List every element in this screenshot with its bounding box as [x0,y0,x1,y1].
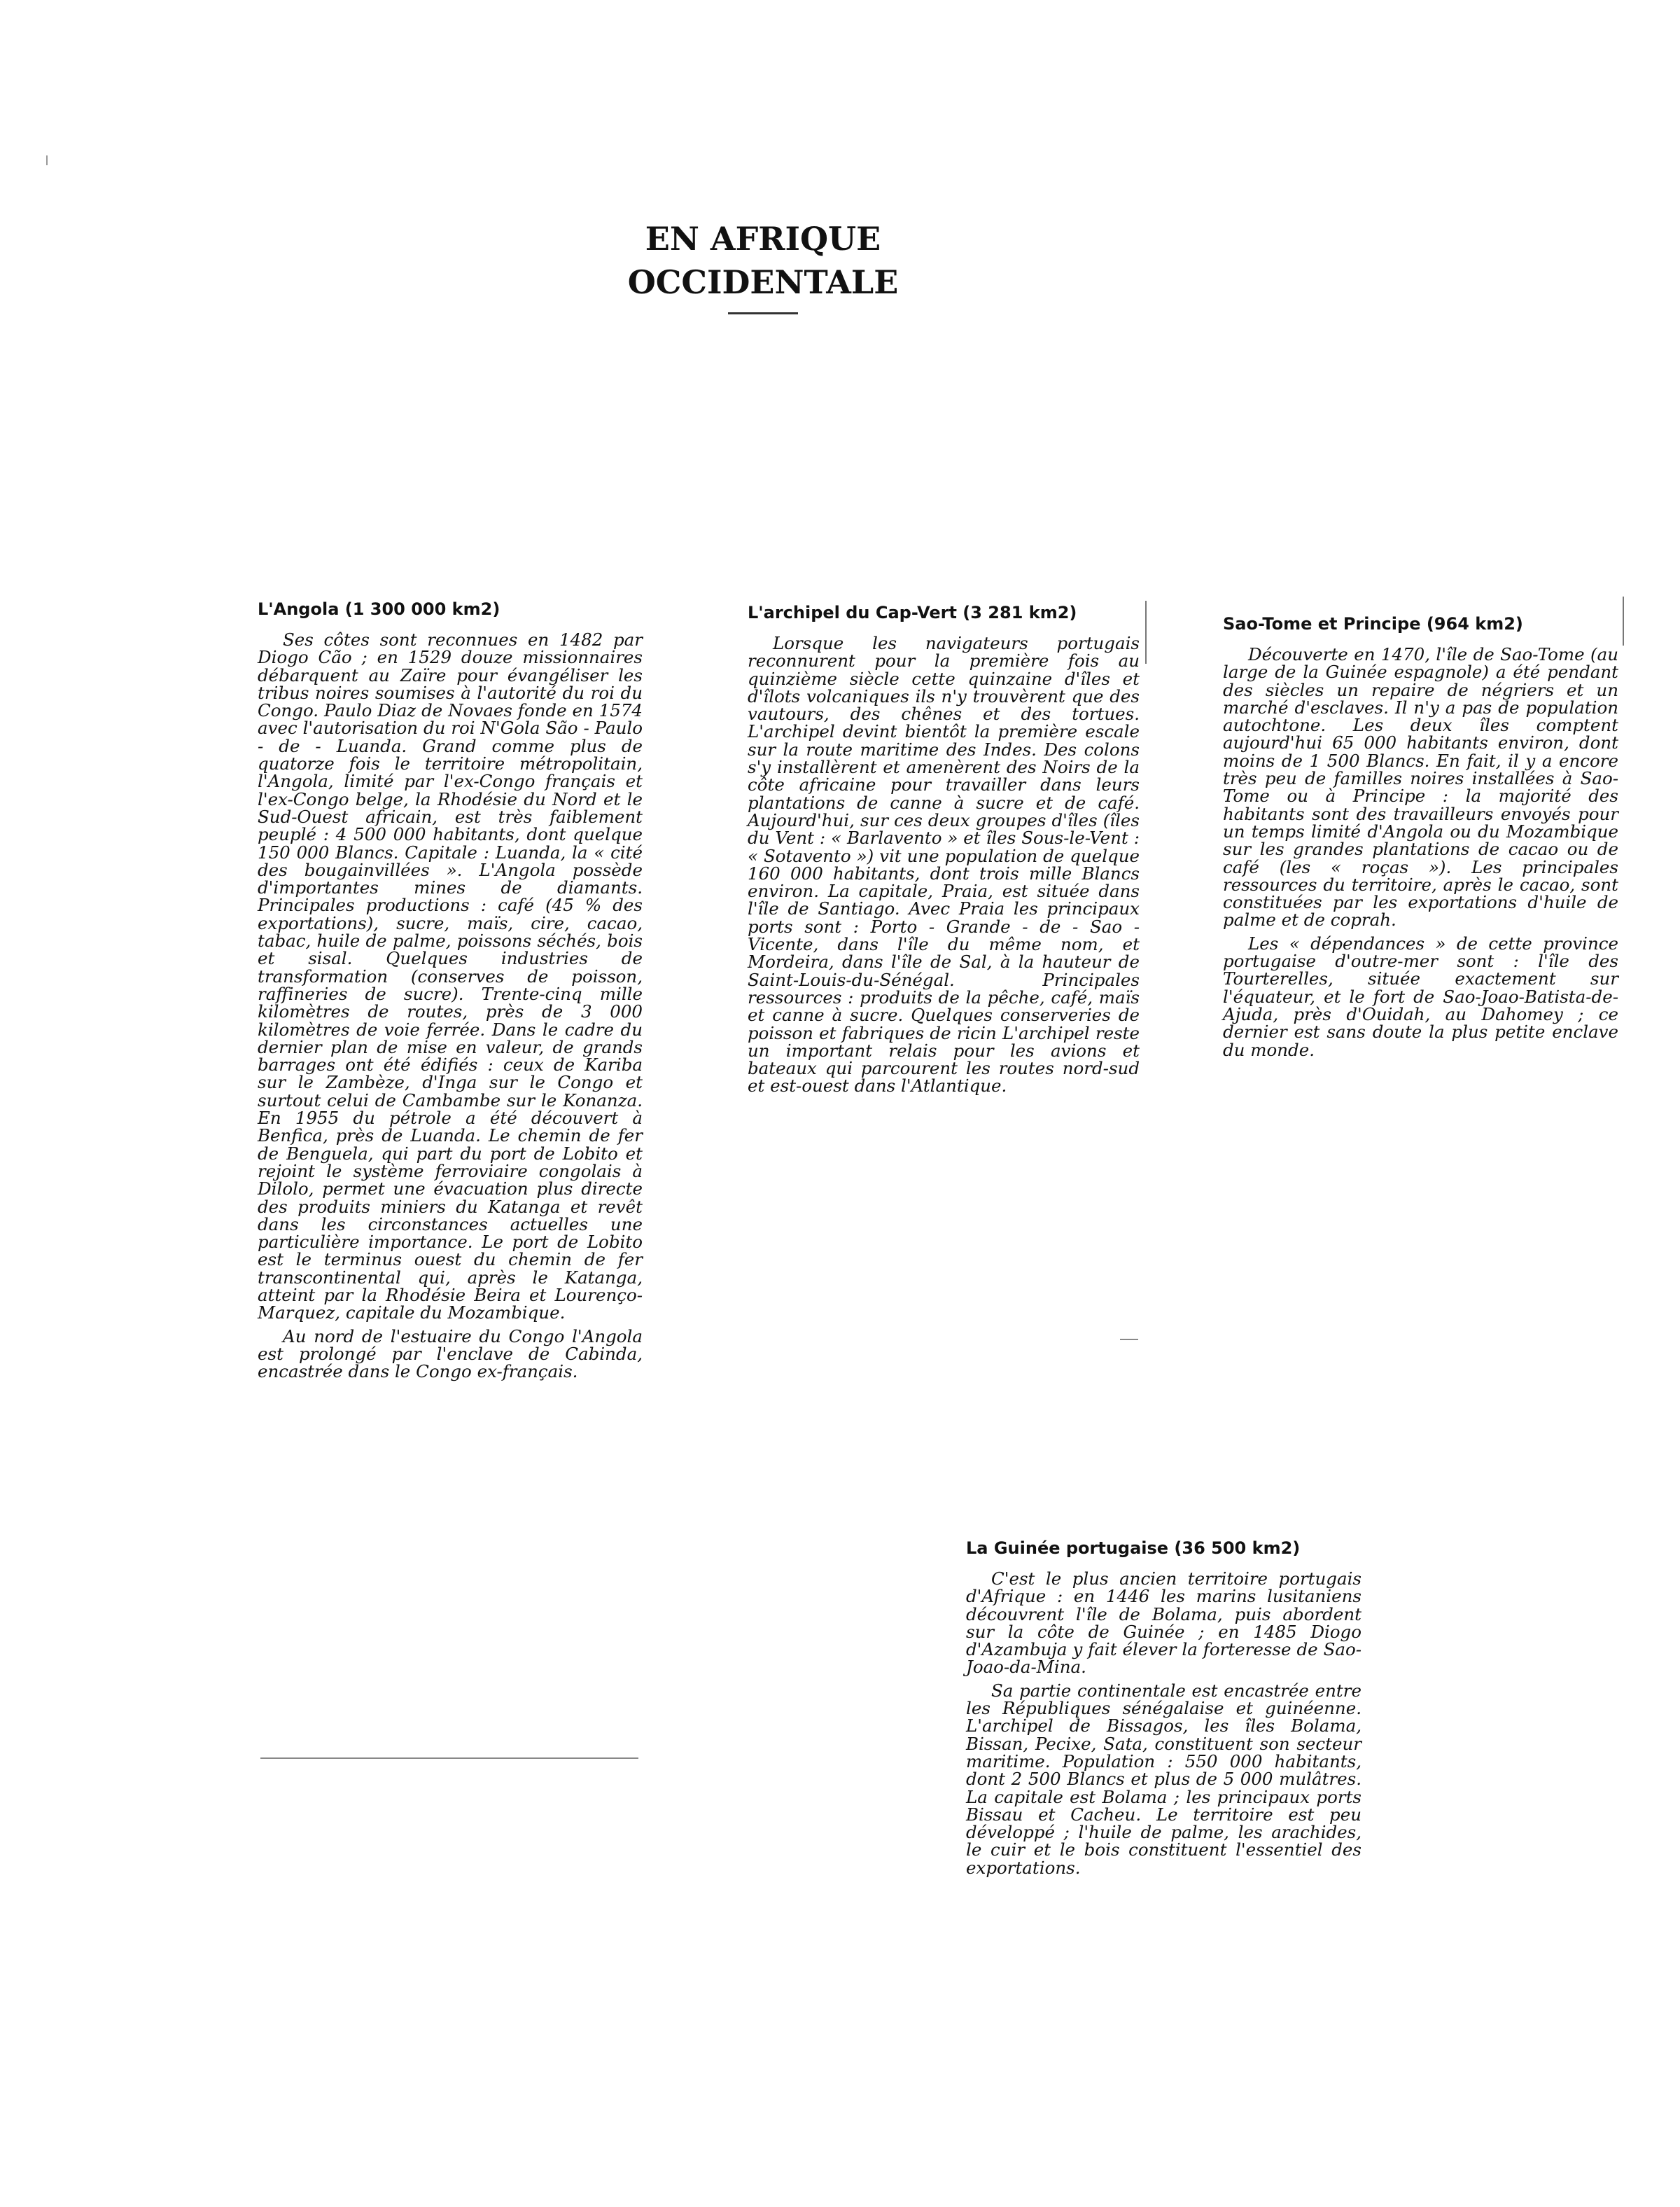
article-heading: L'archipel du Cap-Vert (3 281 km2) [748,603,1077,622]
article-paragraph: Au nord de l'estuaire du Congo l'Angola est prolongé par l'enclave de Cabinda, encastrée dans le Congo ex-français. [258,1325,643,1382]
article-guinee-portugaise [966,1538,1362,1882]
column-side-rule [1623,597,1624,646]
article-paragraph: Lorsque les navigateurs portugais reconnurent pour la première fois au quinzième siècle cette quinzaine d'îles et d'îlots volcaniques ils n'y trouvèrent que des vautours, des chênes et des tortues. L'archipel devint bientôt la première escale sur la route maritime des Indes. Des colons s'y installèrent et amenèrent des Noirs de la côte africaine pour travailler dans leurs plantations de canne à sucre et de café. Aujourd'hui, sur ces deux groupes d'îles (îles du Vent : « Barlavento » et îles Sous-le-Vent : « Sotavento ») vit une population de quelque 160 000 habitants, dont trois mille Blancs environ. La capitale, Praia, est située dans l'île de Santiago. Avec Praia les principaux ports sont : Porto - Grande - de - Sao - Vicente, dans l'île du même nom, et Mordeira, dans l'île de Sal, à la hauteur de Saint-Louis-du-Sénégal. Principales ressources : produits de la pêche, café, maïs et canne à sucre. Quelques conserveries de poisson et fabriques de ricin L'archipel reste un important relais pour les avions et bateaux qui parcourent les routes nord-sud et est-ouest dans l'Atlantique. [748,633,1140,1096]
article-heading: Sao-Tome et Principe (964 km2) [1223,614,1523,634]
title-rule [728,312,798,314]
article-sao-tome [1223,613,1618,1064]
title-line-2: OCCIDENTALE [627,263,899,301]
article-heading: L'Angola (1 300 000 km2) [258,599,500,619]
article-paragraph: Ses côtes sont reconnues en 1482 par Diogo Cão ; en 1529 douze missionnaires débarquent au Zaïre pour évangéliser les tribus noires soumises à l'autorité du roi du Congo. Paulo Diaz de Novaes fonde en 1574 avec l'autorisation du roi N'Gola São - Paulo - de - Luanda. Grand comme plus de quatorze fois le territoire métropolitain, l'Angola, limité par l'ex-Congo français et l'ex-Congo belge, la Rhodésie du Nord et le Sud-Ouest africain, est très faiblement peuplé : 4 500 000 habitants, dont quelque 150 000 Blancs. Capitale : Luanda, la « cité des bougainvillées ». L'Angola possède d'importantes mines de diamants. Principales productions : café (45 % des exportations), sucre, maïs, cire, cacao, tabac, huile de palme, poissons séchés, bois et sisal. Quelques industries de transformation (conserves de poisson, raffineries de sucre). Trente-cinq mille kilomètres de routes, près de 3 000 kilomètres de voie ferrée. Dans le cadre du dernier plan de mise en valeur, de grands barrages ont été édifiés : ceux de Kariba sur le Zambèze, d'Inga sur le Congo et surtout celui de Cambambe sur le Konanza. En 1955 du pétrole a été découvert à Benfica, près de Luanda. Le chemin de fer de Benguela, qui part du port de Lobito et rejoint le système ferroviaire congolais à Dilolo, permet une évacuation plus directe des produits miniers du Katanga et revêt dans les circonstances actuelles une particulière importance. Le port de Lobito est le terminus ouest du chemin de fer transcontinental qui, après le Katanga, atteint par la Rhodésie Beira et Lourenço-Marquez, capitale du Mozambique. [258,629,643,1323]
article-paragraph: C'est le plus ancien territoire portugais d'Afrique : en 1446 les marins lusitaniens découvrent l'île de Bolama, puis abordent sur la côte de Guinée ; en 1485 Diogo d'Azambuja y fait élever la forteresse de Sao-Joao-da-Mina. [966,1568,1362,1678]
article-angola [258,599,643,1386]
margin-mark [46,155,48,165]
column-side-rule [1145,601,1147,664]
column-end-rule [260,1757,638,1759]
article-heading: La Guinée portugaise (36 500 km2) [966,1538,1301,1558]
page-title [490,217,1036,304]
article-cap-vert [748,602,1140,1101]
title-line-1: EN AFRIQUE [645,220,881,258]
column-end-rule [1120,1339,1138,1340]
article-paragraph: Sa partie continentale est encastrée entre les Républiques sénégalaise et guinéenne. L'archipel de Bissagos, les îles Bolama, Bissan, Pecixe, Sata, constituent son secteur maritime. Population : 550 000 habitants, dont 2 500 Blancs et plus de 5 000 mulâtres. La capitale est Bolama ; les principaux ports Bissau et Cacheu. Le territoire est peu développé ; l'huile de palme, les arachides, le cuir et le bois constituent l'essentiel des exportations. [966,1680,1362,1878]
article-paragraph: Les « dépendances » de cette province portugaise d'outre-mer sont : l'île des Tourterelles, située exactement sur l'équateur, et le fort de Sao-Joao-Batista-de-Ajuda, près d'Ouidah, au Dahomey ; ce dernier est sans doute la plus petite enclave du monde. [1223,933,1618,1060]
article-paragraph: Découverte en 1470, l'île de Sao-Tome (au large de la Guinée espagnole) a été pendant des siècles un repaire de négriers et un marché d'esclaves. Il n'y a pas de population autochtone. Les deux îles comptent aujourd'hui 65 000 habitants environ, dont moins de 1 500 Blancs. En fait, il y a encore très peu de familles noires installées à Sao-Tome ou à Principe : la majorité des habitants sont des travailleurs envoyés pour un temps limité d'Angola ou du Mozambique sur les grandes plantations de cacao ou de café (les « roças »). Les principales ressources du territoire, après le cacao, sont constituées par les exportations d'huile de palme et de coprah. [1223,644,1618,931]
